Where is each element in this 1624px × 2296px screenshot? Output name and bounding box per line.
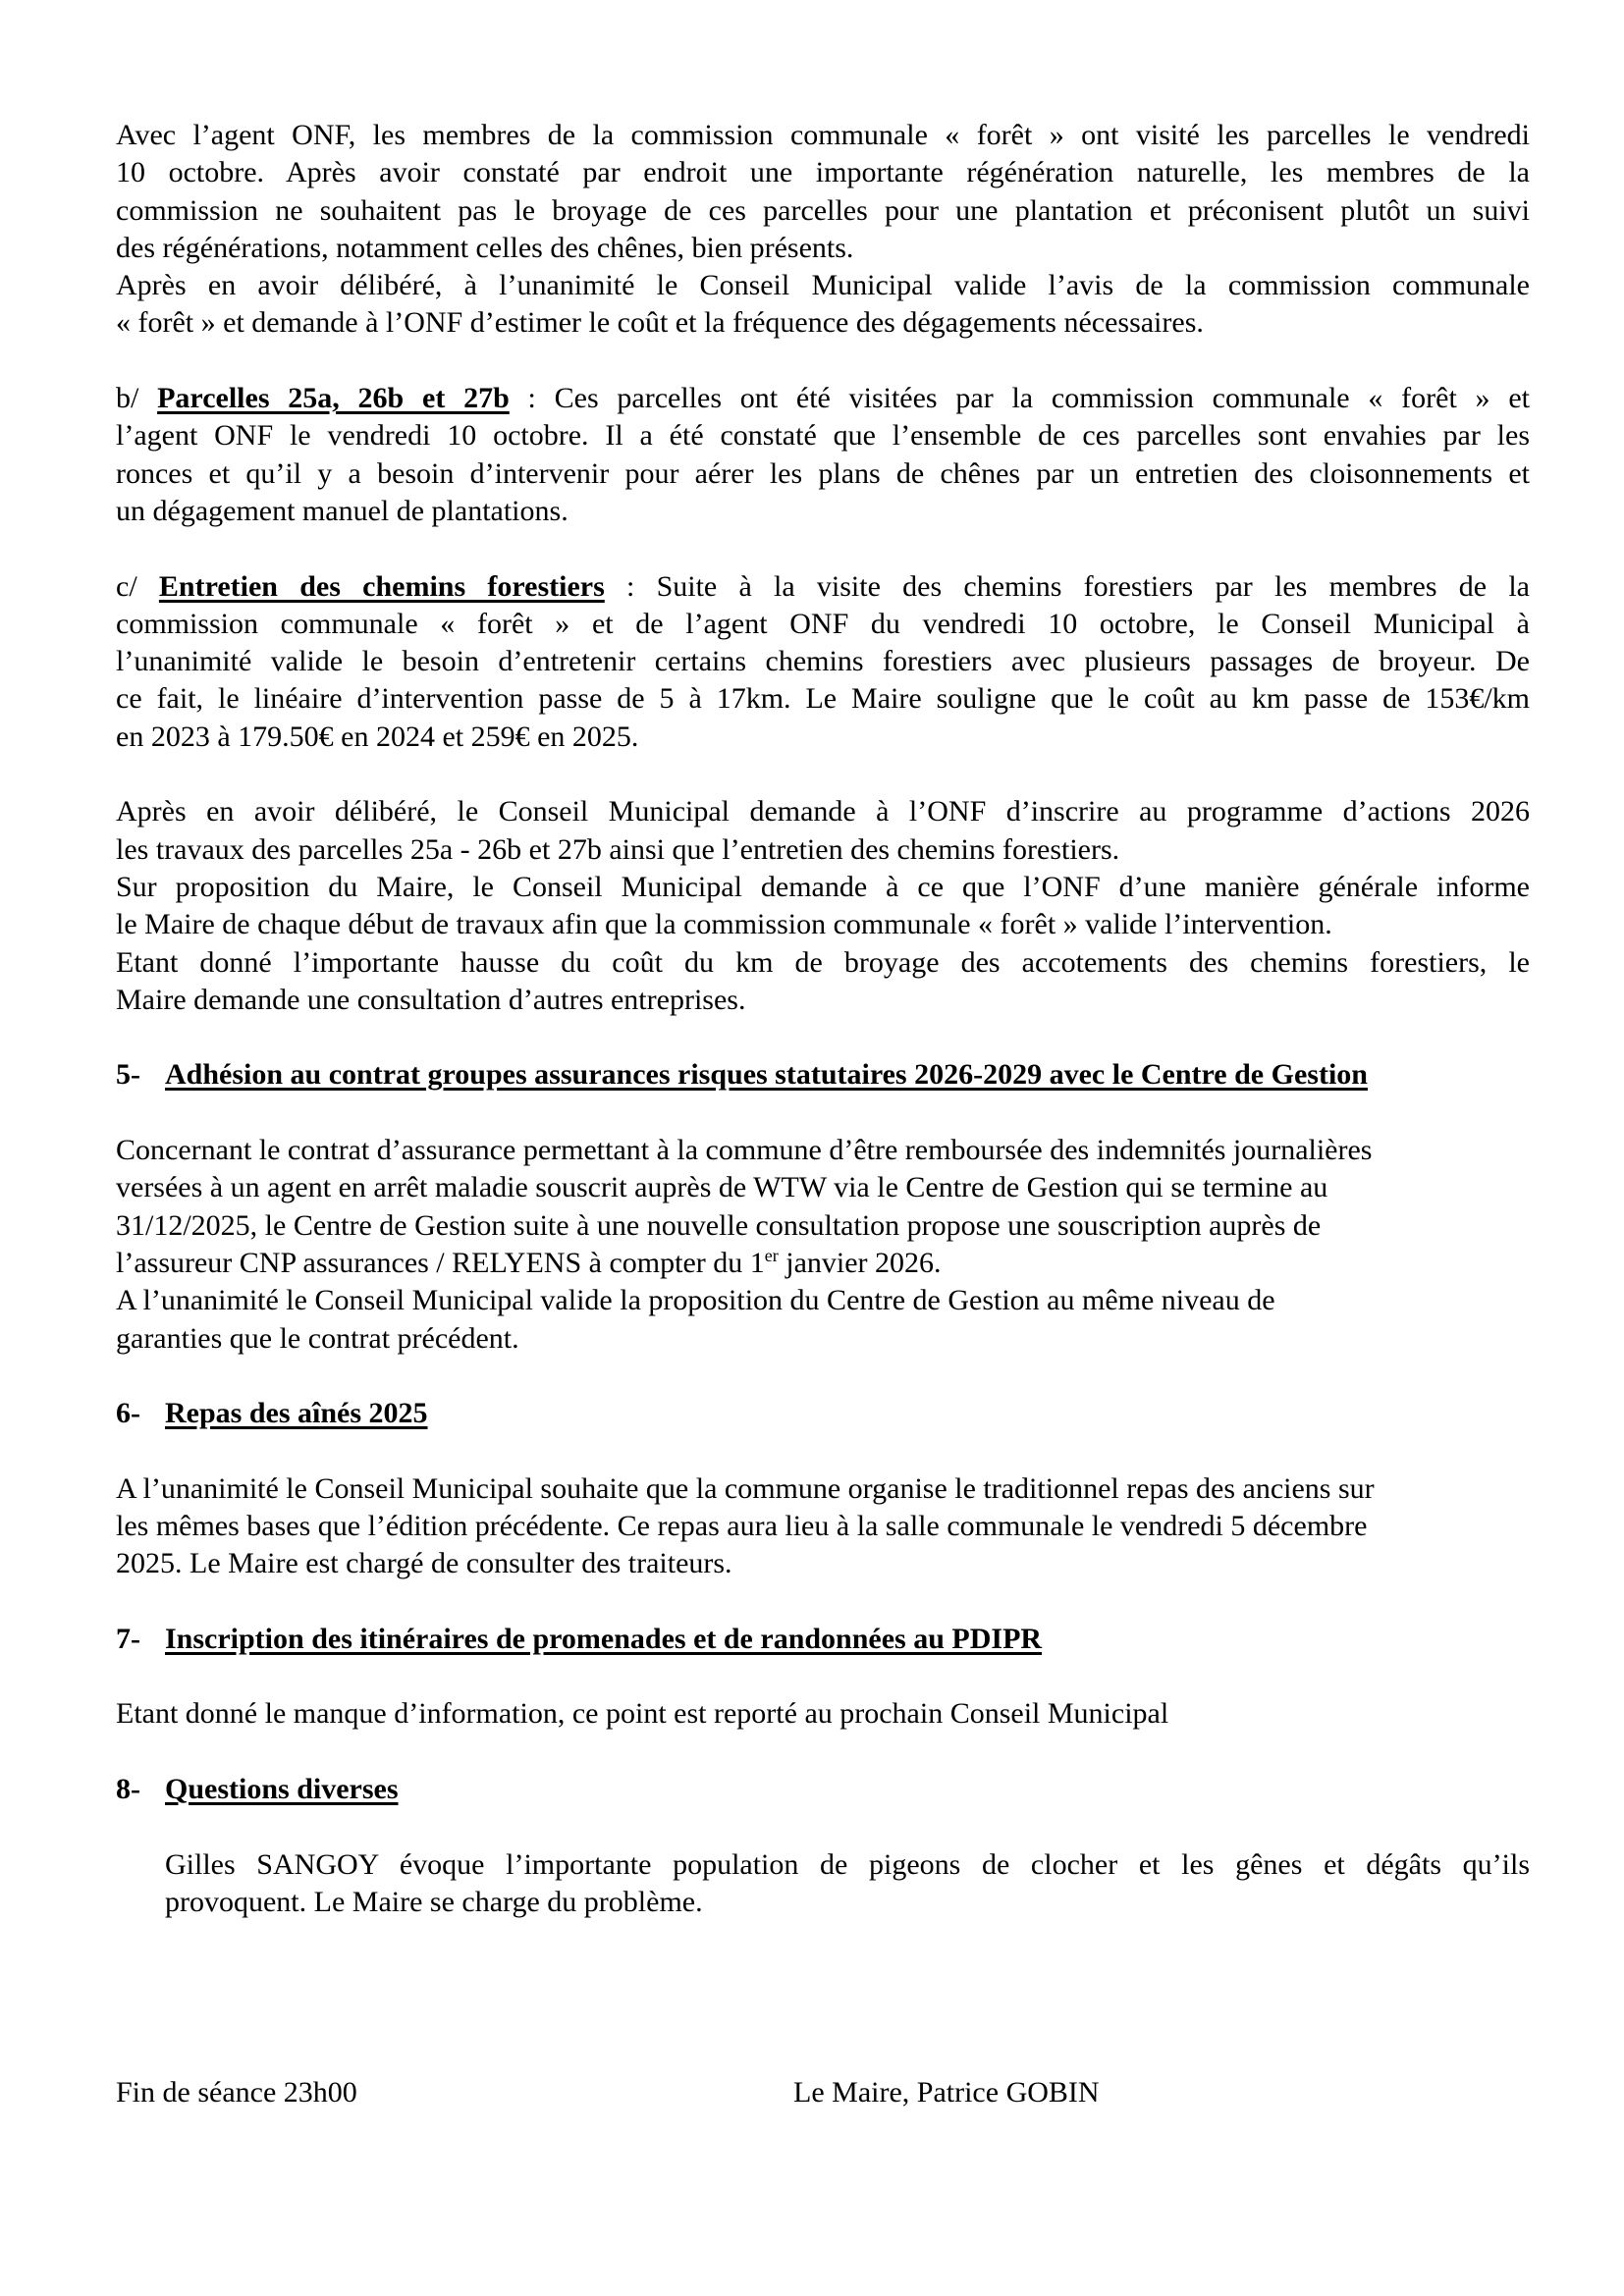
text-line: des régénérations, notamment celles des chênes, bien présents. xyxy=(116,231,854,264)
text-line: Concernant le contrat d’assurance permettant à la commune d’être remboursée des indemnités journalières xyxy=(116,1134,1373,1167)
text-line: le Maire de chaque début de travaux afin que la commission communale « forêt » valide l’intervention. xyxy=(116,908,1332,941)
text-line xyxy=(116,1245,1530,1282)
deliberation-paragraph xyxy=(116,793,1530,1019)
section-title: Questions diverses xyxy=(165,1773,399,1806)
section-b-parcelles xyxy=(116,380,1530,530)
section-5-heading xyxy=(116,1056,1530,1094)
section-number: 5- xyxy=(116,1058,140,1092)
text-line: les mêmes bases que l’édition précédente. Ce repas aura lieu à la salle communale le vendredi 5 décembre xyxy=(116,1509,1368,1542)
section-5-body xyxy=(116,1132,1530,1358)
section-c-text: : Suite à la visite des chemins forestiers par les membres de la xyxy=(604,569,1530,603)
text-line: Etant donné le manque d’information, ce point est reporté au prochain Conseil Municipal xyxy=(116,1697,1169,1731)
section-6-heading xyxy=(116,1395,1530,1432)
text-line: Gilles SANGOY évoque l’importante population de pigeons de clocher et les gênes et dégâts qu’ils xyxy=(165,1847,1530,1881)
section-b-prefix: b/ xyxy=(116,382,158,415)
text-line: l’agent ONF le vendredi 10 octobre. Il a été constaté que l’ensemble de ces parcelles sont envahies par les xyxy=(116,419,1530,453)
section-title: Inscription des itinéraires de promenades et de randonnées au PDIPR xyxy=(165,1622,1043,1655)
section-title: Adhésion au contrat groupes assurances risques statutaires 2026-2029 avec le Centre de Gestion xyxy=(165,1058,1368,1092)
section-number: 6- xyxy=(116,1397,140,1430)
text-line: en 2023 à 179.50€ en 2024 et 259€ en 2025. xyxy=(116,720,639,753)
section-8-heading xyxy=(116,1771,1530,1808)
section-number: 8- xyxy=(116,1773,140,1806)
intro-paragraph xyxy=(116,117,1530,343)
section-number: 7- xyxy=(116,1622,140,1655)
text-line: ce fait, le linéaire d’intervention passe de 5 à 17km. Le Maire souligne que le coût au km passe de 153€/km xyxy=(116,682,1530,716)
text-line: commission communale « forêt » et de l’agent ONF du vendredi 10 octobre, le Conseil Municipal à xyxy=(116,607,1530,640)
text-segment: janvier 2026. xyxy=(778,1246,942,1279)
section-7-body xyxy=(116,1695,1530,1733)
section-title: Repas des aînés 2025 xyxy=(165,1397,428,1430)
text-line: 2025. Le Maire est chargé de consulter des traiteurs. xyxy=(116,1547,732,1580)
section-7-heading xyxy=(116,1621,1530,1658)
text-line: « forêt » et demande à l’ONF d’estimer le coût et la fréquence des dégagements nécessaires. xyxy=(116,306,1204,340)
text-line xyxy=(116,380,1530,417)
text-line: un dégagement manuel de plantations. xyxy=(116,494,568,527)
text-segment: l’assureur CNP assurances / RELYENS à compter du 1 xyxy=(116,1246,765,1279)
text-line: Avec l’agent ONF, les membres de la commission communale « forêt » ont visité les parcelles le vendredi xyxy=(116,119,1530,151)
text-line: Etant donné l’importante hausse du coût du km de broyage des accotements des chemins forestiers, le xyxy=(116,945,1530,979)
end-of-session-text: Fin de séance 23h00 xyxy=(116,2076,357,2109)
text-line: provoquent. Le Maire se charge du problème. xyxy=(165,1885,703,1918)
section-c-prefix: c/ xyxy=(116,569,159,603)
ordinal-superscript: er xyxy=(764,1245,779,1265)
section-b-title: Parcelles 25a, 26b et 27b xyxy=(157,382,510,415)
text-line: Après en avoir délibéré, le Conseil Municipal demande à l’ONF d’inscrire au programme d’actions 2026 xyxy=(116,795,1530,828)
text-line: commission ne souhaitent pas le broyage de ces parcelles pour une plantation et préconisent plutôt un suivi xyxy=(116,193,1530,227)
section-8-body xyxy=(116,1846,1530,1922)
text-line: A l’unanimité le Conseil Municipal souhaite que la commune organise le traditionnel repas des anciens sur xyxy=(116,1471,1375,1505)
text-line: Après en avoir délibéré, à l’unanimité le Conseil Municipal valide l’avis de la commission communale xyxy=(116,269,1530,302)
text-line xyxy=(116,568,1530,606)
section-b-text: : Ces parcelles ont été visitées par la commission communale « forêt » et xyxy=(509,382,1530,415)
text-line: les travaux des parcelles 25a - 26b et 27b ainsi que l’entretien des chemins forestiers. xyxy=(116,832,1120,866)
document-page xyxy=(116,117,1530,1921)
text-line: Maire demande une consultation d’autres entreprises. xyxy=(116,983,746,1016)
section-6-body xyxy=(116,1470,1530,1583)
section-c-title: Entretien des chemins forestiers xyxy=(158,569,605,603)
text-line: A l’unanimité le Conseil Municipal valide la proposition du Centre de Gestion au même niveau de xyxy=(116,1284,1275,1317)
section-c-chemins xyxy=(116,568,1530,756)
mayor-signature: Le Maire, Patrice GOBIN xyxy=(793,2076,1100,2109)
text-line: garanties que le contrat précédent. xyxy=(116,1321,519,1355)
text-line: l’unanimité valide le besoin d’entretenir certains chemins forestiers avec plusieurs passages de broyeur. De xyxy=(116,645,1530,678)
text-line: 10 octobre. Après avoir constaté par endroit une importante régénération naturelle, les membres de la xyxy=(116,156,1530,189)
text-line: 31/12/2025, le Centre de Gestion suite à une nouvelle consultation propose une souscription auprès de xyxy=(116,1208,1322,1242)
text-line: Sur proposition du Maire, le Conseil Municipal demande à ce que l’ONF d’une manière générale informe xyxy=(116,870,1530,903)
text-line: ronces et qu’il y a besoin d’intervenir pour aérer les plans de chênes par un entretien des cloisonnements et xyxy=(116,456,1530,490)
text-line: versées à un agent en arrêt maladie souscrit auprès de WTW via le Centre de Gestion qui se termine au xyxy=(116,1171,1328,1204)
